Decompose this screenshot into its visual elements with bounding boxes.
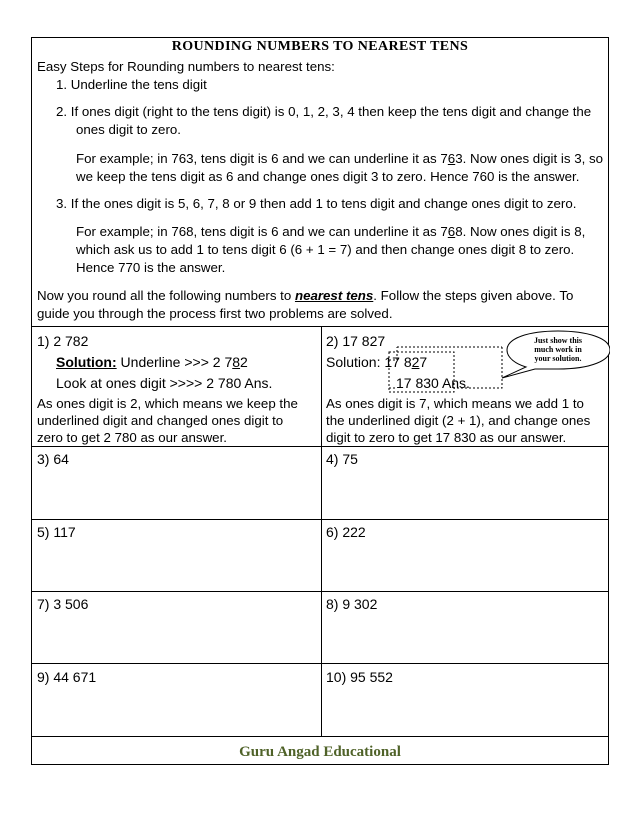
problem-1-look: Look at ones digit >>>> 2 780 Ans. — [56, 375, 273, 391]
footer-brand: Guru Angad Educational — [239, 744, 401, 760]
example-2-line-1: For example; in 768, tens digit is 6 and we can underline it as 768. Now ones digit is 8, — [76, 224, 586, 239]
problem-10: 10) 95 552 — [326, 669, 393, 685]
problem-1-explanation-3: zero to get 2 780 as our answer. — [37, 430, 227, 445]
problem-4: 4) 75 — [326, 451, 358, 467]
underlined-digit: 6 — [447, 224, 456, 239]
problem-9: 9) 44 671 — [37, 669, 97, 685]
grid-line — [32, 591, 608, 592]
problem-1-label: 1) 2 782 — [37, 333, 89, 349]
problem-2-label: 2) 17 827 — [326, 333, 386, 349]
step-2-line-1: 2. If ones digit (right to the tens digit) is 0, 1, 2, 3, 4 then keep the tens digit and change the — [56, 104, 592, 119]
callout-bubble — [32, 38, 610, 438]
problem-2-explanation-1: As ones digit is 7, which means we add 1 to — [326, 396, 584, 411]
example-1-line-2: we keep the tens digit as 6 and change ones digit 3 to zero. Hence 760 is the answer. — [76, 169, 580, 184]
problem-2-explanation-2: the underlined digit (2 + 1), and change ones — [326, 413, 591, 428]
problem-6: 6) 222 — [326, 524, 366, 540]
worksheet-title: ROUNDING NUMBERS TO NEAREST TENS — [171, 39, 469, 54]
grid-line — [32, 446, 608, 447]
instructions-line-1: Now you round all the following numbers to nearest tens. Follow the steps given above. To — [37, 288, 574, 303]
grid-line — [32, 663, 608, 664]
problem-2-explanation-3: digit to zero to get 17 830 as our answer. — [326, 430, 567, 445]
callout-text: Just show this much work in your solution. — [533, 336, 582, 363]
grid-line — [32, 736, 608, 737]
problem-5: 5) 117 — [37, 524, 76, 540]
problem-2-solution: Solution: 17 827 — [326, 354, 428, 370]
step-1: 1. Underline the tens digit — [56, 77, 207, 92]
problem-1-explanation-1: As ones digit is 2, which means we keep the — [37, 396, 298, 411]
problem-7: 7) 3 506 — [37, 596, 89, 612]
example-1-line-1: For example; in 763, tens digit is 6 and we can underline it as 763. Now ones digit is 3, so — [76, 151, 604, 166]
example-2-line-3: Hence 770 is the answer. — [76, 260, 226, 275]
intro-text: Easy Steps for Rounding numbers to nearest tens: — [37, 59, 335, 74]
instructions-line-2: guide you through the process first two problems are solved. — [37, 306, 393, 321]
problem-2-answer: 17 830 Ans. — [396, 375, 470, 391]
problem-8: 8) 9 302 — [326, 596, 378, 612]
problem-3: 3) 64 — [37, 451, 69, 467]
underlined-digit: 6 — [447, 151, 456, 166]
problem-1-explanation-2: underlined digit and changed ones digit to — [37, 413, 284, 428]
step-3: 3. If the ones digit is 5, 6, 7, 8 or 9 then add 1 to tens digit and change ones digit to zero. — [56, 196, 577, 211]
grid-line — [32, 519, 608, 520]
step-2-line-2: ones digit to zero. — [76, 122, 181, 137]
example-2-line-2: which ask us to add 1 to tens digit 6 (6 + 1 = 7) and then change ones digit 8 to zero. — [76, 242, 575, 257]
problem-1-solution: Solution: Underline >>> 2 782 — [56, 354, 248, 370]
worksheet — [31, 37, 609, 765]
